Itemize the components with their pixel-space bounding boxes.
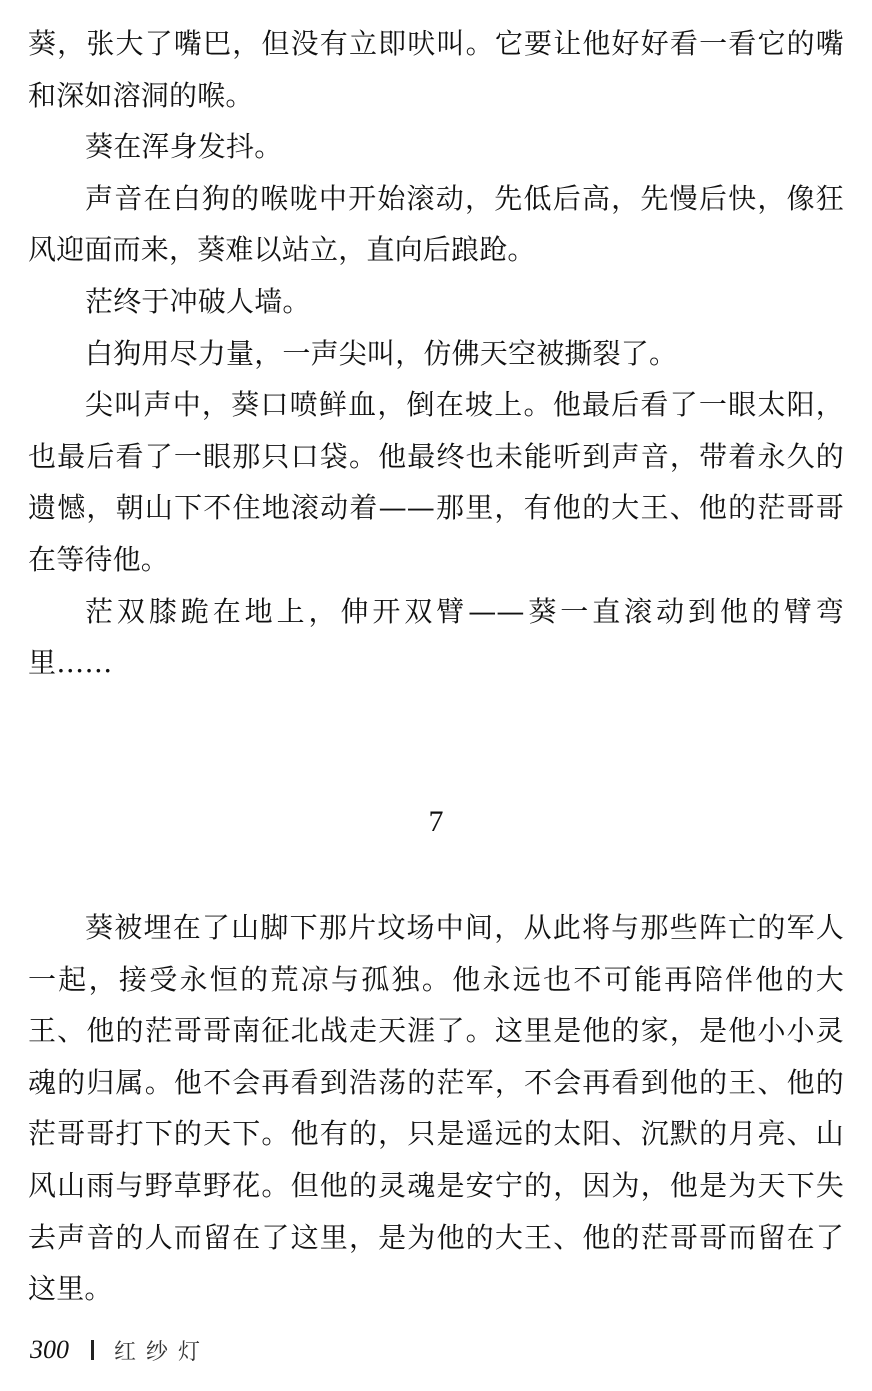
- text-block-top: [28, 18, 844, 689]
- section-number: 7: [428, 805, 444, 838]
- book-title: 红纱灯: [114, 1339, 211, 1365]
- page-footer: [30, 1332, 210, 1368]
- paragraph: 白狗用尽力量，一声尖叫，仿佛天空被撕裂了。: [85, 336, 678, 370]
- paragraph: 茫终于冲破人墙。: [85, 284, 311, 318]
- paragraph: 葵被埋在了山脚下那片坟场中间，从此将与那些阵亡的军人一起，接受永恒的荒凉与孤独。他永远也不可能再陪伴他的大王、他的茫哥哥南征北战走天涯了。这里是他的家，是他小小灵魂的归属。他不会再看到浩荡的茫军，不会再看到他的王、他的茫哥哥打下的天下。他有的，只是遥远的太阳、沉默的月亮、山风山雨与野草野花。但他的灵魂是安宁的，因为，他是为天下失去声音的人而留在了这里，是为他的大王、他的茫哥哥而留在了这里。: [28, 911, 844, 1306]
- paragraph: 尖叫声中，葵口喷鲜血，倒在坡上。他最后看了一眼太阳，也最后看了一眼那只口袋。他最终也未能听到声音，带着永久的遗憾，朝山下不住地滚动着——那里，有他的大王、他的茫哥哥在等待他。: [28, 388, 844, 576]
- text-block-bottom: [28, 902, 844, 1315]
- paragraph: 声音在白狗的喉咙中开始滚动，先低后高，先慢后快，像狂风迎面而来，葵难以站立，直向后踉跄。: [28, 181, 844, 267]
- paragraph: 茫双膝跪在地上，伸开双臂——葵一直滚动到他的臂弯里……: [28, 594, 844, 680]
- footer-divider: [91, 1340, 94, 1360]
- paragraph: 葵在浑身发抖。: [85, 130, 283, 164]
- paragraph: 葵，张大了嘴巴，但没有立即吠叫。它要让他好好看一看它的嘴和深如溶洞的喉。: [28, 27, 844, 112]
- page-number: 300: [30, 1335, 69, 1364]
